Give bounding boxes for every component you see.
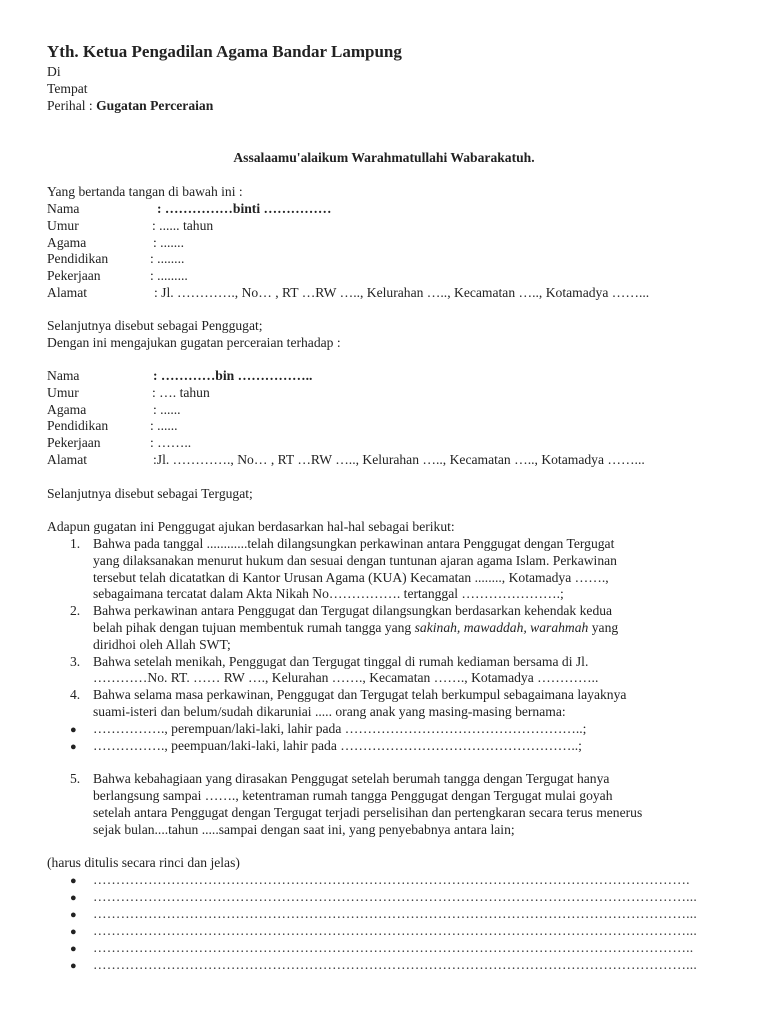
bullet-icon: ● — [70, 741, 77, 753]
item-text-italic: sakinah, mawaddah, warahmah — [414, 620, 589, 635]
field-label: Alamat — [47, 285, 88, 300]
perihal-label: Perihal : — [47, 98, 93, 113]
intro-text: Yang bertanda tangan di bawah ini : — [47, 184, 243, 199]
field-label: Alamat — [47, 452, 88, 467]
field-value: : …….. — [150, 435, 192, 450]
field-label: Pendidikan — [47, 251, 109, 266]
field-value: : ........ — [150, 251, 185, 266]
field-label: Nama — [47, 201, 80, 216]
reason-line: …………………………………………………………………………………………………………………... — [93, 923, 697, 938]
item-text: setelah antara Penggugat dengan Tergugat terjadi perselisihan dan pertengkaran secara terus menerus — [93, 805, 643, 820]
field-value: : ......... — [150, 268, 188, 283]
perihal-value: Gugatan Perceraian — [96, 98, 214, 113]
addressee-di: Di — [47, 64, 61, 79]
bullet-icon: ● — [70, 943, 77, 955]
field-label: Pekerjaan — [47, 268, 101, 283]
item-number: 1. — [70, 536, 81, 551]
item-text: yang — [588, 620, 619, 635]
item-number: 2. — [70, 603, 81, 618]
item-text: suami-isteri dan belum/sudah dikaruniai ..... orang anak yang masing-masing bernama: — [93, 704, 566, 719]
item-text-line — [93, 620, 618, 637]
item-text: Bahwa setelah menikah, Penggugat dan Tergugat tinggal di rumah kediaman bersama di Jl. — [93, 654, 589, 669]
item-text: berlangsung sampai ……., ketentraman rumah tangga Penggugat dengan Tergugat mulai goyah — [93, 788, 613, 803]
field-value: : ...... — [150, 418, 178, 433]
field-label: Pekerjaan — [47, 435, 101, 450]
field-value: : ....... — [153, 235, 184, 250]
field-label: Agama — [47, 402, 87, 417]
item-text: sejak bulan....tahun .....sampai dengan saat ini, yang penyebabnya antara lain; — [93, 822, 515, 837]
basis-intro: Adapun gugatan ini Penggugat ajukan berdasarkan hal-hal sebagai berikut: — [47, 519, 455, 534]
reason-line: …………………………………………………………………………………………………………………. — [93, 872, 690, 887]
reason-line: …………………………………………………………………………………………………………………... — [93, 906, 697, 921]
field-value: : ...... tahun — [152, 218, 214, 233]
item-number: 4. — [70, 687, 81, 702]
item-number: 3. — [70, 654, 81, 669]
addressee-title: Yth. Ketua Pengadilan Agama Bandar Lampung — [47, 42, 402, 61]
item-text: sebagaimana tercatat dalam Akta Nikah No……………. tertanggal ………………….; — [93, 586, 564, 601]
field-value: : …. tahun — [152, 385, 210, 400]
reason-line: …………………………………………………………………………………………………………………... — [93, 889, 697, 904]
bullet-icon: ● — [70, 892, 77, 904]
bullet-icon: ● — [70, 960, 77, 972]
item-text: tersebut telah dicatatkan di Kantor Urusan Agama (KUA) Kecamatan ........, Kotamadya ……., — [93, 570, 609, 585]
item-text: …………No. RT. …… RW …., Kelurahan ……., Kecamatan ……., Kotamadya ………….. — [93, 670, 599, 685]
item-text: belah pihak dengan tujuan membentuk rumah tangga yang — [93, 620, 415, 635]
item-text: Bahwa pada tanggal ............telah dilangsungkan perkawinan antara Penggugat dengan Tergugat — [93, 536, 615, 551]
item-text: yang dilaksanakan menurut hukum dan sesuai dengan tuntunan ajaran agama Islam. Perkawinan — [93, 553, 617, 568]
field-value: : Jl. …………., No… , RT …RW ….., Kelurahan ….., Kecamatan ….., Kotamadya ……... — [154, 285, 650, 300]
reason-line: …………………………………………………………………………………………………………………... — [93, 957, 697, 972]
reason-line: ………………………………………………………………………………………………………………….. — [93, 940, 694, 955]
child-entry: ……………., perempuan/laki-laki, lahir pada ……………………………………………..; — [93, 721, 587, 736]
detail-note: (harus ditulis secara rinci dan jelas) — [47, 855, 240, 870]
perihal-line — [47, 98, 213, 115]
field-value: : ……………binti …………… — [157, 201, 332, 216]
field-label: Pendidikan — [47, 418, 109, 433]
field-value: : ...... — [153, 402, 181, 417]
field-label: Umur — [47, 385, 79, 400]
bullet-icon: ● — [70, 875, 77, 887]
item-text: Bahwa kebahagiaan yang dirasakan Penggugat setelah berumah tangga dengan Tergugat hanya — [93, 771, 610, 786]
field-label: Agama — [47, 235, 87, 250]
bullet-icon: ● — [70, 724, 77, 736]
item-number: 5. — [70, 771, 81, 786]
field-label: Nama — [47, 368, 80, 383]
item-text: Bahwa selama masa perkawinan, Penggugat dan Tergugat telah berkumpul sebagaimana layaknya — [93, 687, 627, 702]
bullet-icon: ● — [70, 909, 77, 921]
child-entry: ……………., peempuan/laki-laki, lahir pada ……………………………………………..; — [93, 738, 582, 753]
field-value: : …………bin …………….. — [153, 368, 313, 383]
item-text: diridhoi oleh Allah SWT; — [93, 637, 231, 652]
bullet-icon: ● — [70, 926, 77, 938]
penggugat-designation: Selanjutnya disebut sebagai Penggugat; — [47, 318, 263, 333]
tergugat-designation: Selanjutnya disebut sebagai Tergugat; — [47, 486, 253, 501]
lawsuit-against: Dengan ini mengajukan gugatan perceraian terhadap : — [47, 335, 341, 350]
field-value: :Jl. …………., No… , RT …RW ….., Kelurahan ….., Kecamatan ….., Kotamadya ……... — [153, 452, 645, 467]
field-label: Umur — [47, 218, 79, 233]
greeting: Assalaamu'alaikum Warahmatullahi Wabarakatuh. — [233, 150, 535, 165]
item-text: Bahwa perkawinan antara Penggugat dan Tergugat dilangsungkan berdasarkan kehendak kedua — [93, 603, 613, 618]
addressee-tempat: Tempat — [47, 81, 88, 96]
